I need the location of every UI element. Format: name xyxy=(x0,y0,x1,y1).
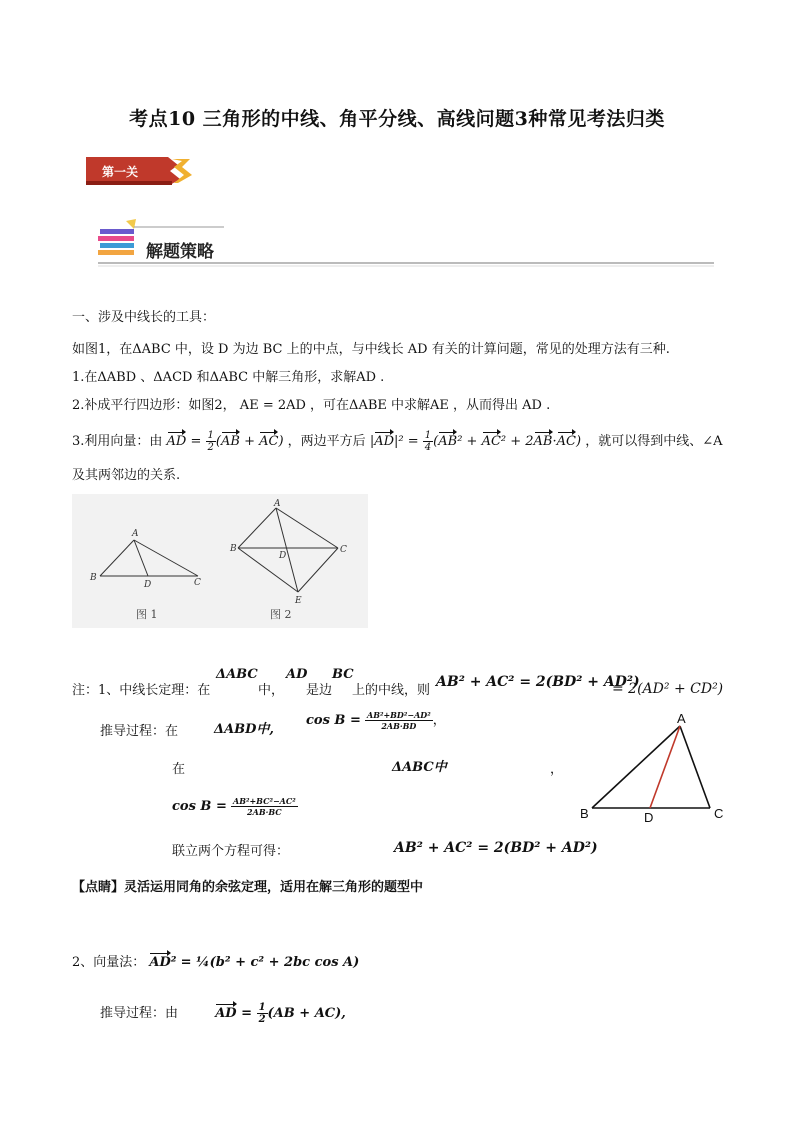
svg-text:E: E xyxy=(295,596,302,606)
note-abc-text: ΔABC xyxy=(216,667,258,682)
page-title: 考点10 三角形的中线、角平分线、高线问题3种常见考法归类 xyxy=(129,108,665,130)
median-theorem-formula: AB² + AC² = 2(BD² + AD²) xyxy=(436,674,640,690)
median-triangle-diagram xyxy=(576,708,726,824)
banner-label: 第一关 xyxy=(102,165,139,179)
vector-derivation-tail: (AB + AC), xyxy=(267,1006,346,1021)
vector-method-rhs: = ¼(b² + c² + 2bc cos A) xyxy=(180,955,360,970)
level-banner xyxy=(86,155,194,187)
method-2: 2.补成平行四边形：如图2， AE = 2AD ，可在ΔABE 中求解AE ，从而得出 AD . xyxy=(72,398,551,413)
note-ad-text: AD xyxy=(286,667,308,682)
svg-text:A: A xyxy=(274,499,281,509)
svg-text:D: D xyxy=(144,580,152,590)
comma-mark: ， xyxy=(550,762,564,777)
method-3-tail: 及其两邻边的关系. xyxy=(72,468,181,483)
vector-ad-eq: AD = $\frac{1}{2}$ (AB + AC) xyxy=(166,430,284,453)
strategy-header xyxy=(96,219,716,271)
note-bc xyxy=(332,667,354,683)
figures-panel xyxy=(72,494,368,628)
cosb-equation-1 xyxy=(306,710,446,731)
svg-text:B: B xyxy=(580,806,589,821)
vector-derivation-formula: AD = $\frac{1}{2}$ (AB + AC), xyxy=(215,1002,346,1025)
cosb-1-lhs: cos B = xyxy=(306,713,361,728)
svg-text:C: C xyxy=(714,806,724,821)
method-3-c: ，就可以得到中线、∠A xyxy=(585,434,723,449)
abc-mid-label: ΔABC中 xyxy=(392,760,447,775)
svg-text:D: D xyxy=(644,810,654,824)
cosb-1-frac xyxy=(365,710,433,731)
svg-text:C: C xyxy=(340,545,347,555)
method-3-a: 3.利用向量：由 xyxy=(72,434,163,449)
method-3 xyxy=(72,430,722,453)
median-theorem-cd: = 2(AD² + CD²) xyxy=(612,681,724,697)
note-ad xyxy=(286,667,307,683)
cosb-1-den: 2AB·BD xyxy=(381,721,417,731)
method-3-b: ，两边平方后 xyxy=(287,434,366,449)
svg-text:C: C xyxy=(194,578,201,588)
vector-derivation-label: 推导过程：由 xyxy=(100,1006,179,1021)
tip-text: 【点睛】灵活运用同角的余弦定理，适用在解三角形的题型中 xyxy=(72,880,424,895)
note-is-on: 是边 xyxy=(306,683,333,698)
svg-text:B: B xyxy=(230,544,237,554)
zai-label: 在 xyxy=(172,762,186,777)
intro-text: 如图1，在ΔABC 中，设 D 为边 BC 上的中点，与中线长 AD 有关的计算问题，常见的处理方法有三种. xyxy=(72,342,670,357)
method-1: 1.在ΔABD 、ΔACD 和ΔABC 中解三角形，求解AD . xyxy=(72,370,385,385)
svg-text:A: A xyxy=(677,711,686,726)
abd-label: ΔABD中, xyxy=(214,722,274,737)
vector-derivation-eq: = xyxy=(241,1006,253,1021)
vector-method xyxy=(72,955,359,971)
section-heading: 一、涉及中线长的工具： xyxy=(72,310,216,325)
note-in: 中， xyxy=(258,683,285,698)
svg-text:A: A xyxy=(132,529,139,539)
figure-2-caption: 图 2 xyxy=(270,608,292,621)
vector-method-formula: AD² xyxy=(149,955,177,970)
note-median: 上的中线，则 xyxy=(352,683,431,698)
figure-1-caption: 图 1 xyxy=(136,608,158,621)
combine-label: 联立两个方程可得： xyxy=(172,844,290,859)
cosb-2-frac xyxy=(231,796,298,817)
svg-text:B: B xyxy=(90,573,97,583)
figures-svg xyxy=(72,494,368,628)
note-prefix: 注：1、中线长定理：在 xyxy=(72,683,211,698)
cosb-2-den: 2AB·BC xyxy=(247,807,282,817)
cosb-equation-2 xyxy=(172,796,298,817)
derivation-label: 推导过程：在 xyxy=(100,724,179,739)
cosb-1-comma: ， xyxy=(432,713,446,728)
vector-method-label: 2、向量法： xyxy=(72,955,146,970)
svg-text:D: D xyxy=(279,551,287,561)
vector-derivation xyxy=(100,1002,346,1025)
cosb-2-num: AB²+BC²−AC² xyxy=(232,796,296,806)
note-abc xyxy=(216,667,258,683)
combined-result: AB² + AC² = 2(BD² + AD²) xyxy=(394,840,598,856)
strategy-label: 解题策略 xyxy=(146,242,214,262)
figure-2 xyxy=(238,508,338,592)
note-bc-text: BC xyxy=(332,667,354,682)
vector-square-eq: |AD|² = $\frac{1}{4}$ (AB² + AC² + 2AB·AC) xyxy=(369,430,582,453)
cosb-1-num: AB²+BD²−AD² xyxy=(366,710,431,720)
cosb-2-lhs: cos B = xyxy=(172,799,227,814)
figure-1 xyxy=(100,540,198,576)
